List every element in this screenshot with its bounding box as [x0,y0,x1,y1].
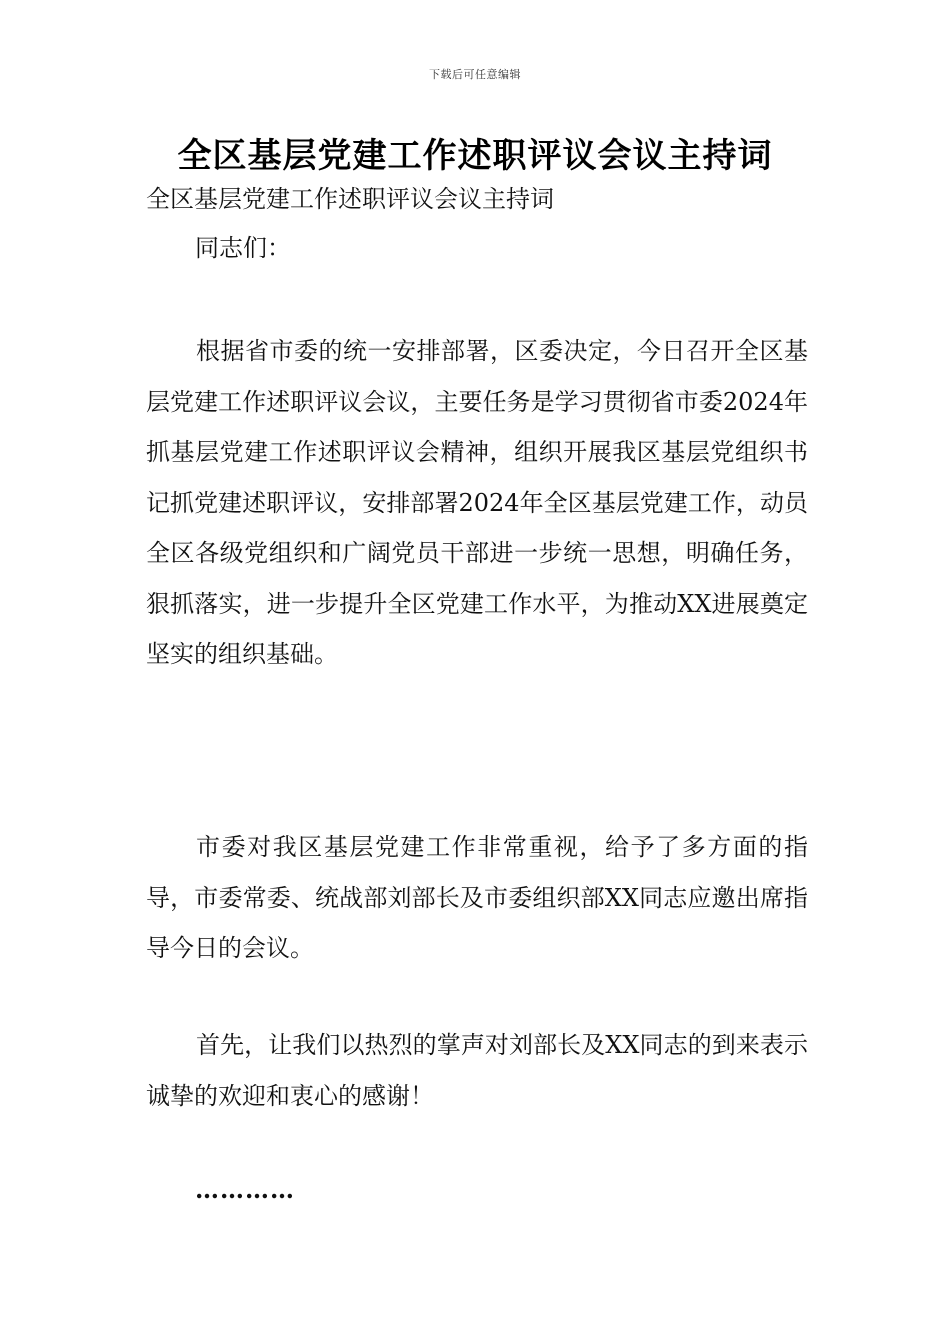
ellipsis: ………… [195,1175,295,1204]
paragraph-2: 市委对我区基层党建工作非常重视，给予了多方面的指导，市委常委、统战部刘部长及市委组织部XX同志应邀出席指导今日的会议。 [146,833,808,962]
page-title: 全区基层党建工作述职评议会议主持词 [177,136,773,176]
paragraph-3: 首先，让我们以热烈的掌声对刘部长及XX同志的到来表示诚挚的欢迎和衷心的感谢！ [146,1031,808,1110]
header-note: 下载后可任意编辑 [429,68,521,81]
greeting: 同志们： [195,234,291,262]
document-subtitle: 全区基层党建工作述职评议会议主持词 [146,185,554,213]
paragraph-1: 根据省市委的统一安排部署，区委决定，今日召开全区基层党建工作述职评议会议，主要任务是学习贯彻省市委2024年抓基层党建工作述职评议会精神，组织开展我区基层党组织书记抓党建述职评议，安排部署2024年全区基层党建工作，动员全区各级党组织和广阔党员干部进一步统一思想，明确任务，狠抓落实，进一步提升全区党建工作水平，为推动XX进展奠定坚实的组织基础。 [146,337,808,668]
